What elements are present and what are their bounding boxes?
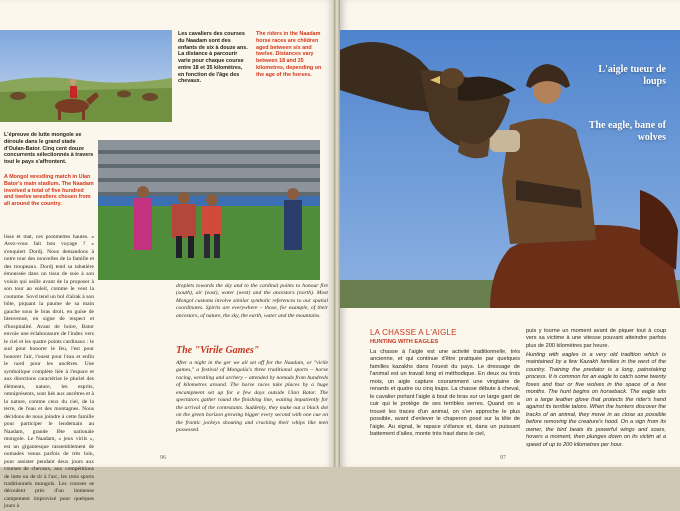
caption-horse-race-en: The riders in the Naadam horse races are children aged between six and twelve. Distances vary between 18 and 35 kilometres, depending on the age of the horses. [256, 31, 322, 78]
horse-race-photo [0, 30, 172, 122]
body-text-right-fr-2: puis y tourne un moment avant de piquer tout à coup vers sa victime à une vitesse pouvant atteindre parfois plus de 200 kilomètres par heure. [526, 328, 666, 349]
body-text-right-en: Hunting with eagles is a very old tradition which is maintained by a few Kazakh families in the west of the country. Training the predator is a long, painstaking process. It is common for an eagle to catch some twenty foxes and four or five wolves in the space of a few months. The hunt begins on horseback. The eagle sits on a large leather glove that protects the rider's hand against its terrible talons. When the hunters discover the tracks of an animal, they move in as close as possible before removing the creature's hood. On a sign from its owner, the bird beats its powerful wings and soars, hovers a moment, then plunges down on its victim at a speed of up to 200 kilometres per hour. [526, 352, 666, 448]
heading-en: HUNTING WITH EAGLES [370, 339, 439, 345]
title-en: The eagle, bane of wolves [588, 120, 666, 143]
page-number-right: 97 [500, 455, 506, 461]
left-page [0, 0, 334, 510]
section-heading: The "Virile Games" [176, 345, 260, 356]
caption-wrestling-fr: L'épreuve de lutte mongole se déroule dans le grand stade d'Oulan-Bator. Cinq cent douze concurrents sélectionnés à travers tout le pays s'affrontent. [4, 132, 94, 165]
title-fr: L'aigle tueur de loups [598, 64, 666, 87]
body-text-fr: lisse et mat, ces pommettes hautes. « Avez-vous fait bon voyage ? » s'enquiert Dordj. Nous demandons à notre tour des nouvelles de la famille et des troupeaux. Dordj tend sa tabatière émoussée dans un tissu de soie à son voisin qui usille avant de la proposer à son tour au soleil, comme le veut la coutume. Sovd tend un bol d'aïrak à son hôte, piquant la paume de sa main gauche sous le bras droit, en guise de bienvenue, en signe de respect et d'hospitalité. Avant de boire, Bator envoie une éclaboussure de l'index vers le ciel et les quatre points cardinaux : le sud pour honorer le feu, l'est pour honorer l'air, l'ouest pour l'eau et enfin le nord pour les ancêtres. Une symbolique complète liée à l'espace et aux directions caractérise le pluriel des éléments, nature, les esprits, omniprésents, sont liés aux ancêtres et à la nature, comme ceux du ciel, de la terre, de l'eau et des montagnes. Nous décidons de nous joindre à cette famille pour participer le lendemain au Naadam, grande fête nationale mongole. Le Naadam, « jeux virils », est un gigantesque rassemblement de nomades venus parfois de très loin, pour assister pendant deux jours aux courses de chevaux, aux compétitions de lutte ou de tir à l'arc, les trois sports traditionnels mongols. Les courses se déroulent près d'un immense campement improvisé pour quelques jours à [4, 234, 94, 510]
body-text-en-section: After a night in the ger we all set off for the Naadam, or "virile games," a festival of Mongolia's three traditional sports – horse racing, wrestling and archery – attended by nomads from hundreds of kilometres around. The horse races take places by a huge encampment set up for a few days outside Ulan Bator. The spectators gather round the finishing line, waiting impatiently for the arrival of the contestants. Suddenly, they make out a black dot on the green horizon growing bigger every second with one cue on the frantic jockeys shouting and cracking their whips like men possessed. [176, 360, 328, 434]
right-page [340, 0, 680, 467]
caption-horse-race-fr: Les cavaliers des courses du Naadam sont des enfants de six à douze ans. La distance à parcourir varie pour chaque course entre 18 et 35 kilomètres, en fonction de l'âge des chevaux. [178, 31, 248, 85]
wrestling-photo [98, 140, 320, 280]
heading-fr: LA CHASSE A L'AIGLE [370, 328, 457, 337]
caption-wrestling-en: A Mongol wrestling match in Ulan Bator's main stadium. The Naadam involved a total of five hundred and twelve wrestlers chosen from all around the country. [4, 174, 94, 207]
body-text-right-fr-1: La chasse à l'aigle est une activité traditionnelle, très ancienne, et qui continue d'être pratiquée par quelques familles kazakhs dans l'ouest du pays. Le dressage de l'animal est un travail long et méthodique. En deux ou trois mois, un aigle capture couramment une vingtaine de renards et quatre ou cinq loups. La chasse débute à cheval, le cavalier portant l'aigle à bout de bras sur un large gant de cuir qui le protège de ses terribles serres. Quand on a trouvé les traces d'un animal, on s'en approche le plus possible, avant d'enlever le chaperon posé sur la tête de l'aigle. Au signal, le rapace s'élance et, dans un puissant battement d'ailes, monte très haut dans le ciel, [370, 349, 520, 438]
page-number-left: 96 [160, 455, 166, 461]
body-text-en-intro: droplets towards the sky and to the cardinal points to honour fire (south), air (east), water (west) and the ancestors (north). Most Mongol customs involve similar symbolic references to our spatial coordinates. Spirits are everywhere – those, for example, of their ancestors, of nature, the sky, the earth, water and the mountains. [176, 283, 328, 319]
